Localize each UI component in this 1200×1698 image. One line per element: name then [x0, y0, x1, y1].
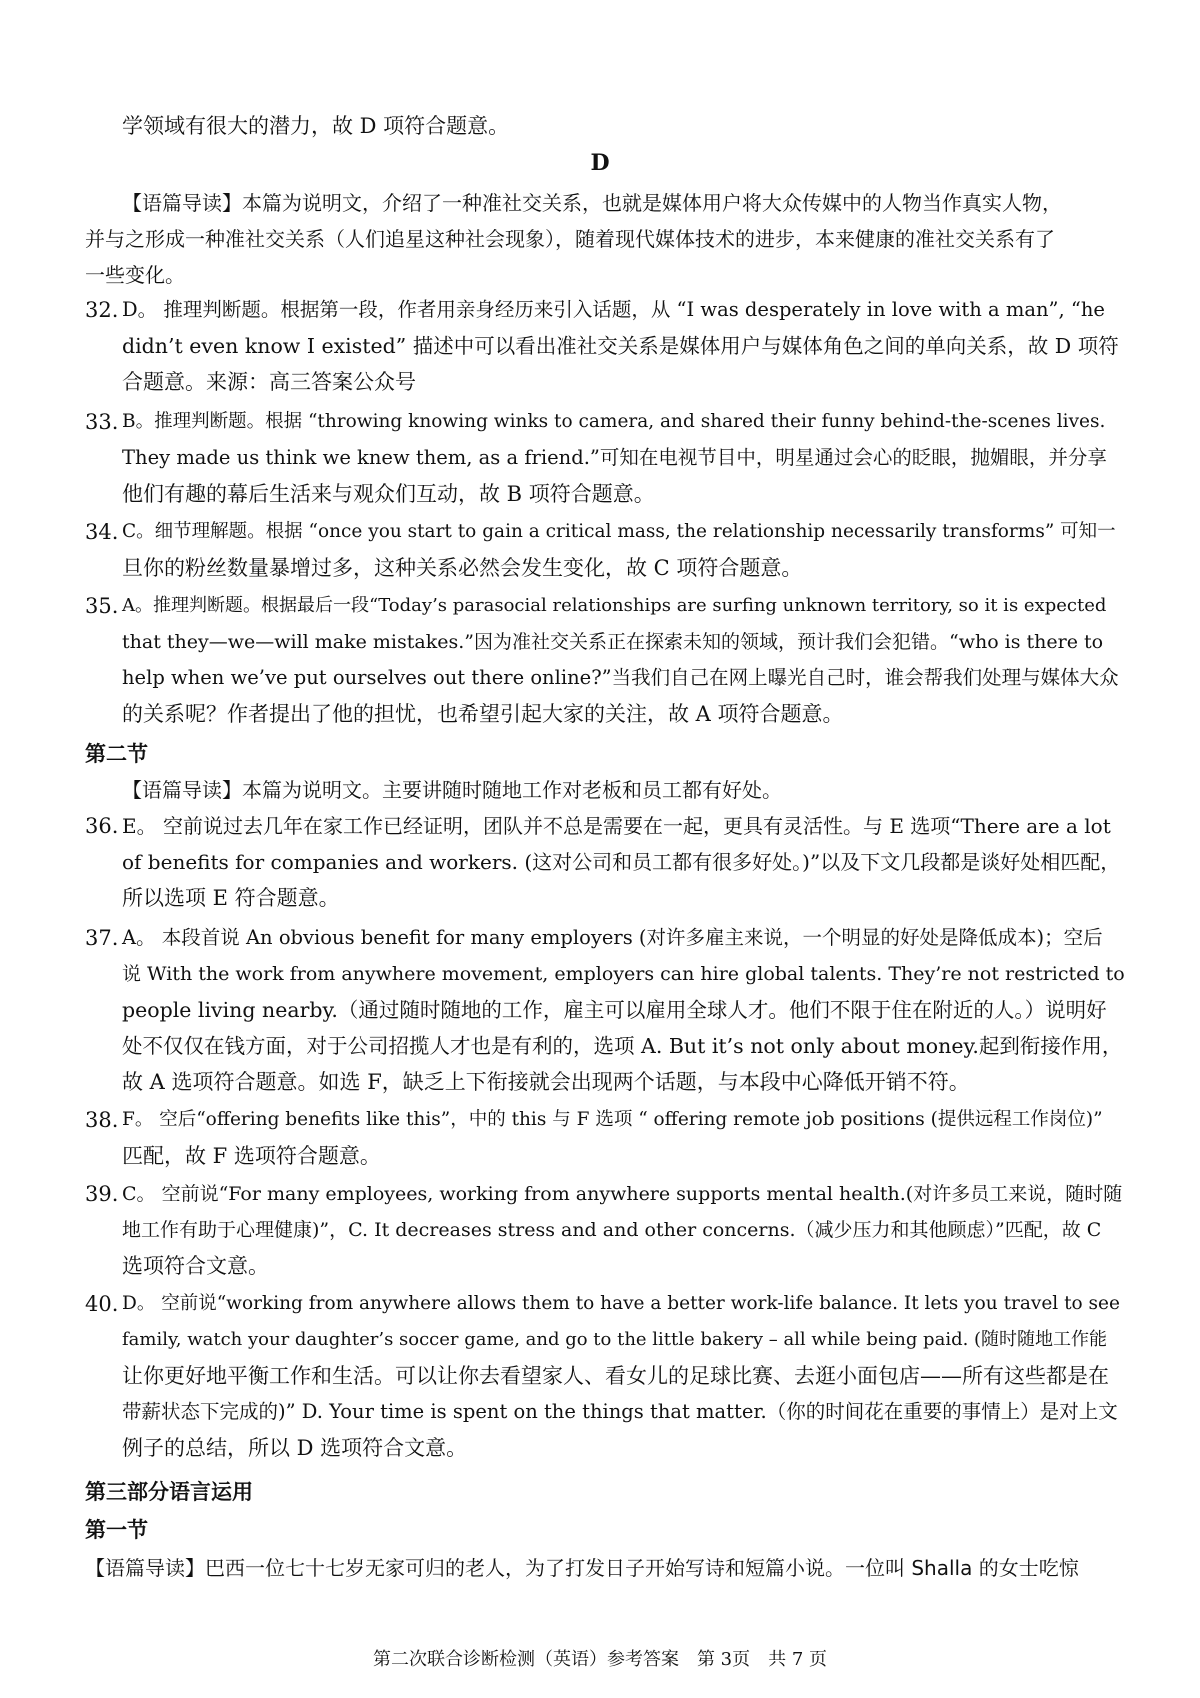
- answer-line: D。 空前说“working from anywhere allows them to have a better work-life balance. It lets you travel to see: [122, 1293, 1120, 1314]
- guide-line: 【语篇导读】本篇为说明文，介绍了一种准社交关系，也就是媒体用户将大众传媒中的人物当作真实人物，: [122, 191, 1062, 215]
- answer-line: F。 空后“offering benefits like this”，中的 this 与 F 选项 “ offering remote job positions (提供远程工作岗位)”: [122, 1109, 1103, 1130]
- question-number: 39.: [85, 1182, 119, 1206]
- answer-line: family, watch your daughter’s soccer game, and go to the little bakery – all while being paid. (随时随地工作能: [122, 1329, 1108, 1350]
- guide-line: 一些变化。: [85, 263, 185, 287]
- answer-line: A。推理判断题。根据最后一段“Today’s parasocial relationships are surfing unknown territory, so it is expected: [122, 595, 1107, 616]
- answer-line: E。 空前说过去几年在家工作已经证明，团队并不总是需要在一起，更具有灵活性。与 E 选项“There are a lot: [122, 814, 1111, 838]
- question-number: 34.: [85, 520, 119, 544]
- question-number: 35.: [85, 594, 119, 618]
- answer-line: 他们有趣的幕后生活来与观众们互动，故 B 项符合题意。: [122, 482, 655, 506]
- answer-line: 处不仅仅在钱方面，对于公司招揽人才也是有利的，选项 A. But it’s not only about money.起到衔接作用，: [122, 1034, 1123, 1058]
- question-number: 32.: [85, 298, 119, 322]
- guide-line: 【语篇导读】巴西一位七十七岁无家可归的老人，为了打发日子开始写诗和短篇小说。一位叫 Shalla 的女士吃惊: [85, 1556, 1079, 1580]
- answer-line: A。 本段首说 An obvious benefit for many employers (对许多雇主来说，一个明显的好处是降低成本)；空后: [122, 926, 1103, 949]
- question-number: 38.: [85, 1108, 119, 1132]
- answer-line: 合题意。来源：高三答案公众号: [122, 370, 416, 394]
- question-number: 36.: [85, 814, 119, 838]
- answer-line: 的关系呢？作者提出了他的担忧，也希望引起大家的关注，故 A 项符合题意。: [122, 702, 844, 726]
- answer-line: D。 推理判断题。根据第一段，作者用亲身经历来引入话题，从 “I was desperately in love with a man”, “he: [122, 298, 1105, 321]
- answer-line: people living nearby.（通过随时随地的工作，雇主可以雇用全球人才。他们不限于住在附近的人。）说明好: [122, 998, 1107, 1022]
- answer-line: B。推理判断题。根据 “throwing knowing winks to camera, and shared their funny behind-the-scenes lives.: [122, 411, 1106, 432]
- question-number: 33.: [85, 410, 119, 434]
- answer-line: 说 With the work from anywhere movement, employers can hire global talents. They’re not restricted to: [122, 963, 1125, 985]
- page-footer: 第二次联合诊断检测（英语）参考答案 第 3页 共 7 页: [372, 1649, 828, 1670]
- answer-line: 故 A 选项符合题意。如选 F，缺乏上下衔接就会出现两个话题，与本段中心降低开销不符。: [122, 1070, 970, 1094]
- answer-line: 例子的总结，所以 D 选项符合文意。: [122, 1436, 468, 1460]
- section-heading: 第二节: [85, 742, 148, 766]
- answer-line: 选项符合文意。: [122, 1254, 269, 1278]
- answer-line: help when we’ve put ourselves out there online?”当我们自己在网上曝光自己时，谁会帮我们处理与媒体大众: [122, 666, 1119, 689]
- question-number: 40.: [85, 1292, 119, 1316]
- answer-line: 所以选项 E 符合题意。: [122, 886, 340, 910]
- question-number: 37.: [85, 926, 119, 950]
- answer-line: 旦你的粉丝数量暴增过多，这种关系必然会发生变化，故 C 项符合题意。: [122, 556, 803, 580]
- answer-line: C。 空前说“For many employees, working from anywhere supports mental health.(对许多员工来说，随时随: [122, 1183, 1123, 1205]
- section-title-d: D: [590, 150, 610, 176]
- answer-line: didn’t even know I existed” 描述中可以看出准社交关系是媒体用户与媒体角色之间的单向关系，故 D 项符: [122, 334, 1119, 358]
- answer-line: 带薪状态下完成的)” D. Your time is spent on the things that matter.（你的时间花在重要的事情上）是对上文: [122, 1400, 1118, 1423]
- section-heading: 第一节: [85, 1518, 148, 1542]
- answer-line: of benefits for companies and workers. (这对公司和员工都有很多好处。)”以及下文几段都是谈好处相匹配，: [122, 850, 1121, 874]
- answer-line: 匹配，故 F 选项符合题意。: [122, 1144, 381, 1168]
- answer-line: that they—we—will make mistakes.”因为准社交关系正在探索未知的领域，预计我们会犯错。“who is there to: [122, 631, 1104, 653]
- answer-line: 让你更好地平衡工作和生活。可以让你去看望家人、看女儿的足球比赛、去逛小面包店——所有这些都是在: [122, 1364, 1109, 1388]
- guide-line: 【语篇导读】本篇为说明文。主要讲随时随地工作对老板和员工都有好处。: [122, 778, 782, 802]
- answer-line: 地工作有助于心理健康)”，C. It decreases stress and and other concerns.（减少压力和其他顾虑）”匹配，故 C: [122, 1219, 1102, 1241]
- answer-line: C。细节理解题。根据 “once you start to gain a critical mass, the relationship necessarily transforms” 可知一: [122, 521, 1116, 542]
- answer-line: They made us think we knew them, as a friend.”可知在电视节目中，明星通过会心的眨眼，抛媚眼，并分享: [122, 446, 1107, 469]
- continuation-line: 学领域有很大的潜力，故 D 项符合题意。: [122, 114, 510, 138]
- guide-line: 并与之形成一种准社交关系（人们追星这种社会现象），随着现代媒体技术的进步，本来健康的准社交关系有了: [85, 227, 1055, 251]
- part-heading: 第三部分语言运用: [85, 1480, 253, 1504]
